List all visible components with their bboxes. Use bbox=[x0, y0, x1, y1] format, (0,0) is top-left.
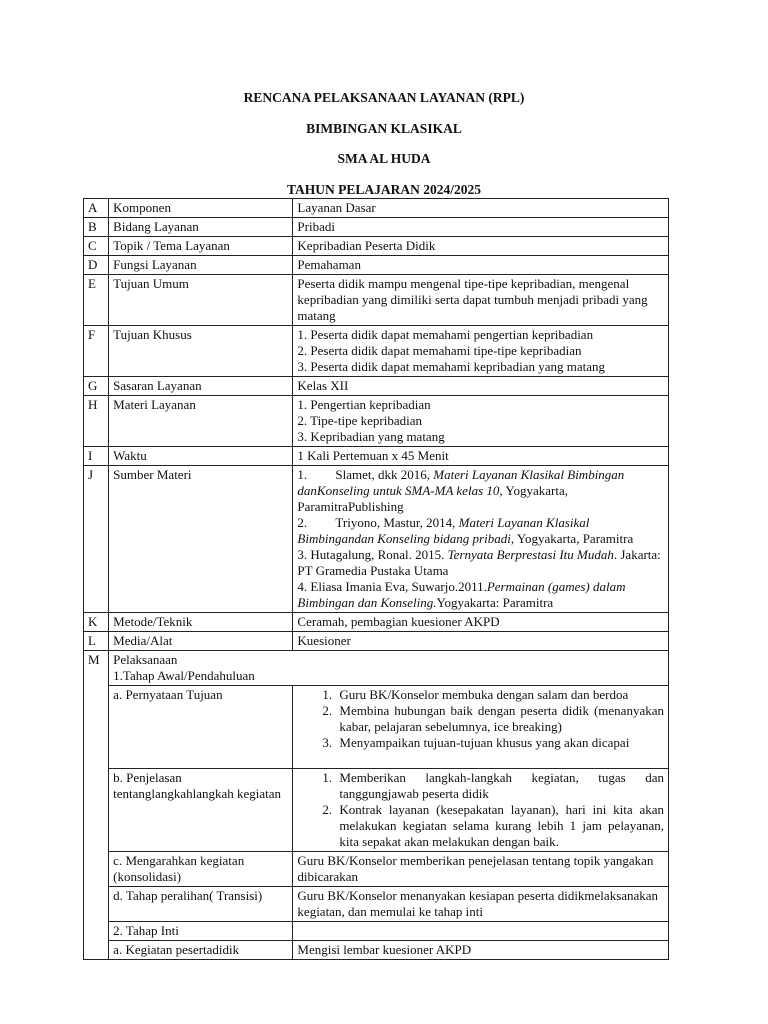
academic-year: TAHUN PELAJARAN 2024/2025 bbox=[286, 182, 481, 197]
stage-heading: 1.Tahap Awal/Pendahuluan bbox=[113, 668, 255, 683]
row-code: D bbox=[84, 256, 109, 275]
source-publisher: Yogyakarta: Paramitra bbox=[436, 595, 554, 610]
table-row bbox=[84, 447, 669, 466]
row-code: C bbox=[84, 237, 109, 256]
table-row bbox=[84, 377, 669, 396]
row-code: L bbox=[84, 632, 109, 651]
row-value bbox=[293, 326, 669, 377]
row-label: Media/Alat bbox=[109, 632, 293, 651]
step-label: a. Kegiatan pesertadidik bbox=[109, 941, 293, 960]
section-label: Pelaksanaan bbox=[113, 652, 178, 667]
list-item: 1. Memberikan langkah-langkah kegiatan, tugas dan tanggungjawab peserta didik bbox=[335, 770, 664, 802]
list-item: 3. Kepribadian yang matang bbox=[297, 429, 445, 444]
table-row bbox=[84, 275, 669, 326]
row-label: Metode/Teknik bbox=[109, 613, 293, 632]
step-label: d. Tahap peralihan( Transisi) bbox=[109, 887, 293, 922]
list-item: 2. Membina hubungan baik dengan peserta didik (menanyakan kabar, pelajaran sebelumnya, ice breaking) bbox=[335, 703, 664, 735]
row-label: Komponen bbox=[109, 199, 293, 218]
source-publisher: , Yogyakarta, Paramitra bbox=[510, 531, 634, 546]
list-item: 2. Tipe-tipe kepribadian bbox=[297, 413, 422, 428]
row-value: Kuesioner bbox=[293, 632, 669, 651]
row-code: A bbox=[84, 199, 109, 218]
row-value: 1 Kali Pertemuan x 45 Menit bbox=[293, 447, 669, 466]
source-number: 1. bbox=[297, 467, 308, 482]
source-book-title: Ternyata Berprestasi Itu Mudah bbox=[447, 547, 614, 562]
table-row bbox=[84, 887, 669, 922]
table-row bbox=[84, 922, 669, 941]
spacer bbox=[297, 751, 664, 767]
table-row bbox=[84, 686, 669, 769]
step-list bbox=[297, 770, 664, 850]
step-label: a. Pernyataan Tujuan bbox=[109, 686, 293, 769]
table-row bbox=[84, 326, 669, 377]
document-subtitle: BIMBINGAN KLASIKAL bbox=[306, 121, 462, 136]
list-item: 3. Peserta didik dapat memahami kepribadian yang matang bbox=[297, 359, 605, 374]
source-item bbox=[297, 579, 664, 611]
row-label: Fungsi Layanan bbox=[109, 256, 293, 275]
source-author: Slamet, dkk 2016, bbox=[335, 467, 434, 482]
table-row bbox=[84, 466, 669, 613]
rpl-table bbox=[83, 198, 669, 960]
source-author: 3. Hutagalung, Ronal. 2015. bbox=[297, 547, 448, 562]
table-row bbox=[84, 651, 669, 686]
table-row bbox=[84, 769, 669, 852]
list-item: 2. Peserta didik dapat memahami tipe-tipe kepribadian bbox=[297, 343, 582, 358]
step-content: Guru BK/Konselor menanyakan kesiapan peserta didikmelaksanakan kegiatan, dan memulai ke tahap inti bbox=[293, 887, 669, 922]
source-publisher: . Jakarta: PT Gramedia Pustaka Utama bbox=[297, 547, 661, 578]
row-code: E bbox=[84, 275, 109, 326]
list-item: 3. Menyampaikan tujuan-tujuan khusus yang akan dicapai bbox=[335, 735, 664, 751]
source-author: Triyono, Mastur, 2014, bbox=[335, 515, 459, 530]
row-label: Sumber Materi bbox=[109, 466, 293, 613]
step-content: Mengisi lembar kuesioner AKPD bbox=[293, 941, 669, 960]
source-number: 2. bbox=[297, 515, 308, 530]
row-value: Layanan Dasar bbox=[293, 199, 669, 218]
source-author: 4. Eliasa Imania Eva, Suwarjo.2011. bbox=[297, 579, 487, 594]
row-label: Sasaran Layanan bbox=[109, 377, 293, 396]
stage-heading: 2. Tahap Inti bbox=[109, 922, 293, 941]
step-content bbox=[293, 686, 669, 769]
list-item: 1. Peserta didik dapat memahami pengertian kepribadian bbox=[297, 327, 594, 342]
row-code: H bbox=[84, 396, 109, 447]
row-value bbox=[293, 396, 669, 447]
source-item bbox=[297, 547, 664, 579]
source-book-title: Permainan (games) dalam Bimbingan dan Konseling. bbox=[297, 579, 626, 610]
row-value: Kepribadian Peserta Didik bbox=[293, 237, 669, 256]
list-item: 1. Pengertian kepribadian bbox=[297, 397, 431, 412]
document-title: RENCANA PELAKSANAAN LAYANAN (RPL) bbox=[243, 90, 525, 105]
source-item bbox=[297, 515, 664, 547]
table-row bbox=[84, 396, 669, 447]
source-publisher: , Yogyakarta, ParamitraPublishing bbox=[297, 483, 568, 514]
section-heading bbox=[109, 651, 669, 686]
row-label: Bidang Layanan bbox=[109, 218, 293, 237]
list-item: 1. Guru BK/Konselor membuka dengan salam dan berdoa bbox=[335, 687, 664, 703]
school-name: SMA AL HUDA bbox=[337, 151, 431, 166]
step-list bbox=[297, 687, 664, 751]
table-row bbox=[84, 632, 669, 651]
empty-cell bbox=[293, 922, 669, 941]
table-row bbox=[84, 852, 669, 887]
table-row bbox=[84, 613, 669, 632]
row-code: F bbox=[84, 326, 109, 377]
source-item bbox=[297, 467, 664, 515]
step-label: b. Penjelasan tentanglangkahlangkah kegiatan bbox=[109, 769, 293, 852]
table-row bbox=[84, 237, 669, 256]
step-content: Guru BK/Konselor memberikan penejelasan tentang topik yangakan dibicarakan bbox=[293, 852, 669, 887]
row-label: Topik / Tema Layanan bbox=[109, 237, 293, 256]
table-row bbox=[84, 218, 669, 237]
row-code: B bbox=[84, 218, 109, 237]
source-book-title: Materi Layanan Klasikal Bimbingandan Konseling bidang pribadi bbox=[297, 515, 590, 546]
row-label: Materi Layanan bbox=[109, 396, 293, 447]
row-value: Pribadi bbox=[293, 218, 669, 237]
row-value: Ceramah, pembagian kuesioner AKPD bbox=[293, 613, 669, 632]
row-code: K bbox=[84, 613, 109, 632]
step-label: c. Mengarahkan kegiatan (konsolidasi) bbox=[109, 852, 293, 887]
row-label: Waktu bbox=[109, 447, 293, 466]
row-code: G bbox=[84, 377, 109, 396]
row-value: Pemahaman bbox=[293, 256, 669, 275]
table-row bbox=[84, 199, 669, 218]
row-code: I bbox=[84, 447, 109, 466]
row-value: Kelas XII bbox=[293, 377, 669, 396]
row-label: Tujuan Khusus bbox=[109, 326, 293, 377]
row-code: J bbox=[84, 466, 109, 613]
step-content bbox=[293, 769, 669, 852]
table-row bbox=[84, 941, 669, 960]
table-row bbox=[84, 256, 669, 275]
source-book-title: Materi Layanan Klasikal Bimbingan danKonseling untuk SMA-MA kelas 10 bbox=[297, 467, 625, 498]
list-item: 2. Kontrak layanan (kesepakatan layanan), hari ini kita akan melakukan kegiatan selama kurang lebih 1 jam pelayanan, kita sepakat akan melakukan dengan baik. bbox=[335, 802, 664, 850]
row-value bbox=[293, 466, 669, 613]
row-value: Peserta didik mampu mengenal tipe-tipe kepribadian, mengenal kepribadian yang dimiliki serta dapat tumbuh menjadi pribadi yang matang bbox=[293, 275, 669, 326]
row-code: M bbox=[84, 651, 109, 960]
row-label: Tujuan Umum bbox=[109, 275, 293, 326]
